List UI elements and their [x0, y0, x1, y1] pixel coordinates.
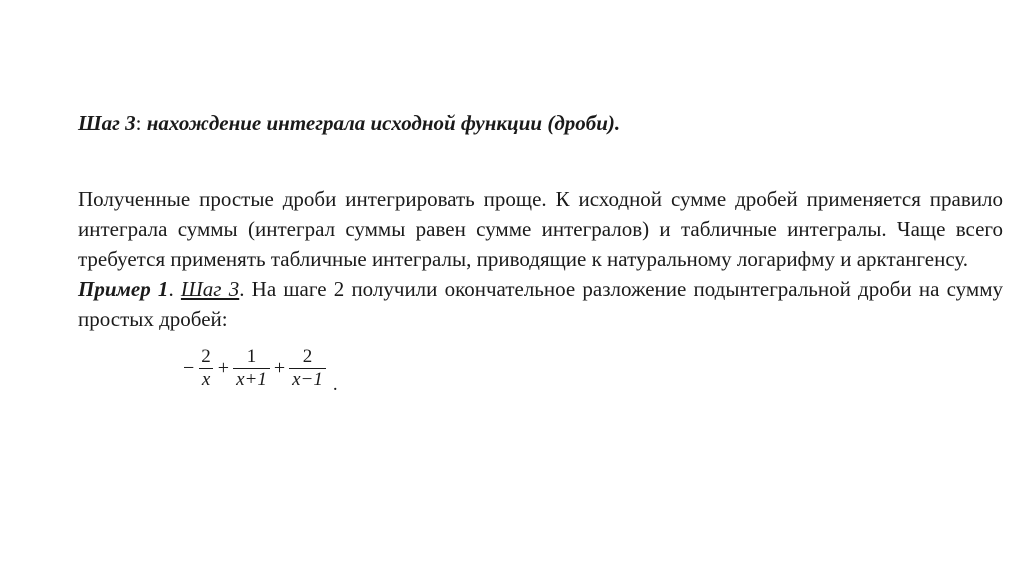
document-page	[78, 108, 1003, 334]
partial-fractions-formula	[182, 336, 338, 400]
minus-sign: −	[183, 356, 195, 379]
fraction-2-numerator: 1	[246, 345, 257, 367]
fraction-2	[233, 346, 270, 391]
fraction-2-denominator: x+1	[233, 368, 270, 391]
paragraph-1-text: Полученные простые дроби интегрировать проще. К исходной сумме дробей применяется правило интеграла суммы (интеграл суммы равен сумме интегралов) и табличные интегралы. Чаще всего требуется применять табличные интегралы, приводящие к натуральному логарифму и арктангенсу.	[78, 187, 1003, 271]
fraction-3-numerator: 2	[302, 345, 313, 367]
fraction-1-denominator: x	[199, 368, 213, 391]
example-text: . На шаге 2 получили окончательное разложение подынтегральной дроби на сумму простых дробей:	[78, 277, 1003, 331]
paragraph-1	[78, 154, 1003, 274]
formula-period: .	[332, 374, 338, 395]
fraction-3	[289, 346, 326, 391]
heading-step: Шаг 3	[78, 111, 136, 135]
heading-text: нахождение интеграла исходной функции (дроби).	[141, 111, 621, 135]
example-sep: .	[168, 277, 181, 301]
fraction-3-denominator: x−1	[289, 368, 326, 391]
example-step: Шаг 3	[180, 277, 240, 301]
example-label: Пример 1	[78, 277, 169, 301]
example-paragraph	[78, 274, 1003, 334]
step-heading	[78, 108, 1003, 138]
heading-colon: :	[135, 111, 142, 135]
plus-sign-2: +	[273, 356, 286, 379]
plus-sign-1: +	[217, 356, 230, 379]
fraction-1-numerator: 2	[201, 345, 211, 367]
fraction-1	[198, 346, 214, 391]
